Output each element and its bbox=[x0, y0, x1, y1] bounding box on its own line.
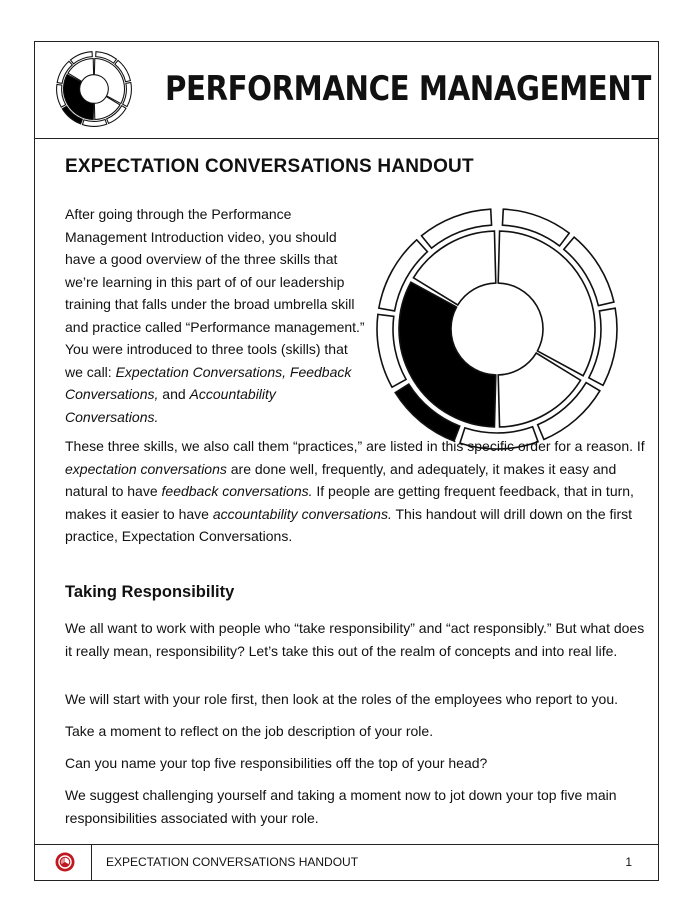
order-paragraph: These three skills, we also call them “practices,” are listed in this specific order for a reason. If expectation conversations are done well, frequently, and adequately, it makes it easy and natural to have feedback conversations. If people are getting frequent feedback, that in turn, makes it easier to have accountability conversations. This handout will drill down on the first practice, Expectation Conversations. bbox=[65, 438, 645, 544]
page-frame bbox=[34, 41, 659, 881]
body-paragraph: Can you name your top five responsibilities off the top of your head? bbox=[65, 755, 488, 771]
body-paragraph: We all want to work with people who “take responsibility” and “act responsibly.” But what does it really mean, responsibility? Let’s take this out of the realm of concepts and into real life. bbox=[65, 620, 645, 659]
page-footer bbox=[35, 844, 658, 880]
intro-paragraph: After going through the Performance Management Introduction video, you should have a good overview of the three skills that we’re learning in this part of of our leadership training that falls under the broad umbrella skill and practice called “Performance management.” You were introduced to three tools (skills) that we call: Expectation Conversations, Feedback Conversations, and Accountability Conversations. bbox=[65, 206, 365, 425]
page-header bbox=[35, 42, 658, 139]
body-paragraph: We suggest challenging yourself and taking a moment now to jot down your top five main responsibilities associated with your role. bbox=[65, 787, 617, 826]
performance-wheel-graphic bbox=[375, 204, 619, 454]
page-number: 1 bbox=[625, 855, 632, 869]
body-paragraph: We will start with your role first, then look at the roles of the employees who report to you. bbox=[65, 691, 618, 707]
footer-title: EXPECTATION CONVERSATIONS HANDOUT bbox=[106, 855, 359, 869]
section-heading: Taking Responsibility bbox=[65, 583, 235, 601]
body-paragraph: Take a moment to reflect on the job description of your role. bbox=[65, 723, 434, 739]
red-wheel-logo-icon bbox=[55, 852, 75, 872]
wheel-outer-segment bbox=[82, 119, 106, 126]
footer-logo-cell bbox=[35, 845, 92, 880]
page-title: PERFORMANCE MANAGEMENT bbox=[165, 69, 651, 109]
circular-wheel-logo-icon bbox=[53, 48, 135, 130]
document-heading: EXPECTATION CONVERSATIONS HANDOUT bbox=[65, 156, 474, 177]
